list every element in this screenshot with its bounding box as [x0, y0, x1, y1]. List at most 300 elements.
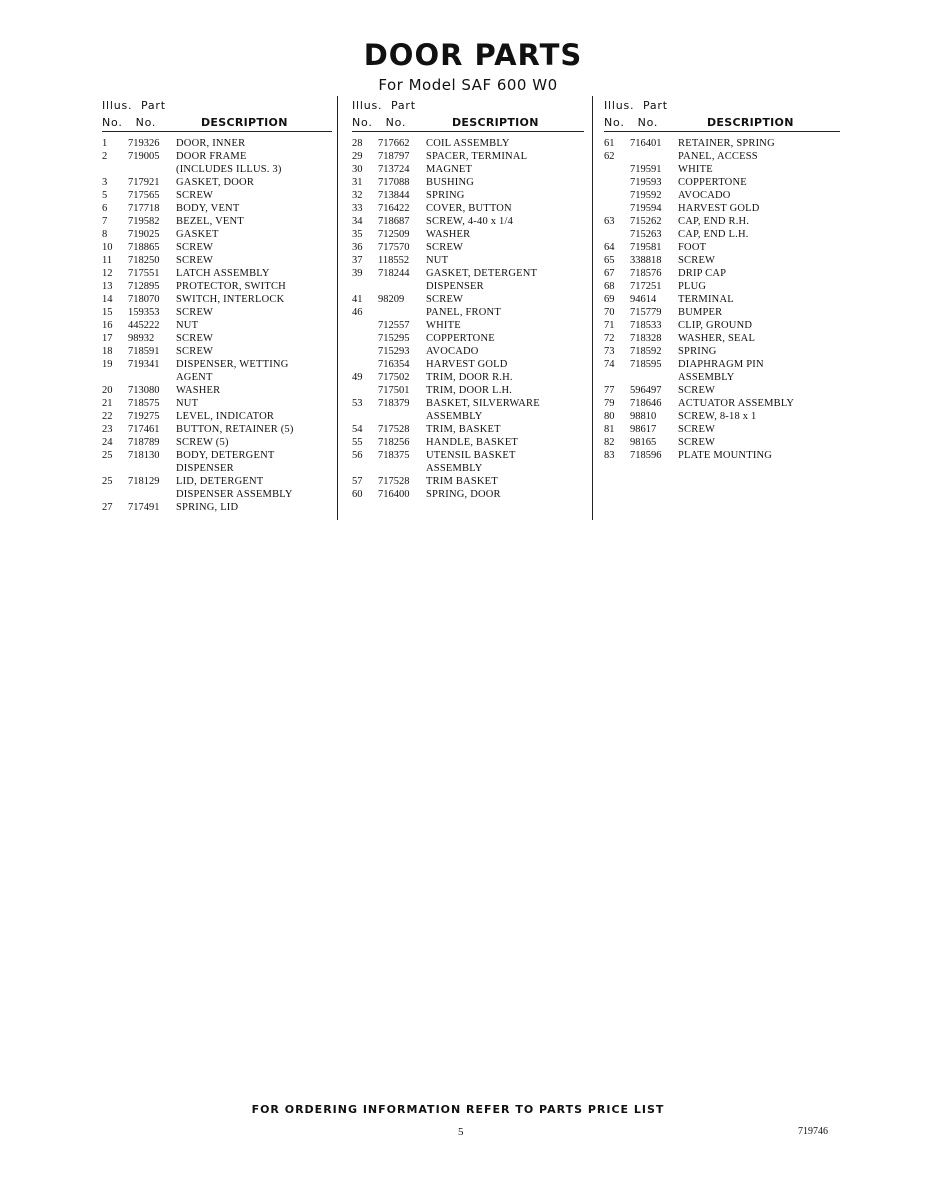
illus-number: 25: [102, 450, 113, 461]
table-row: [102, 488, 332, 501]
table-row: [102, 384, 332, 397]
illus-number: 36: [352, 242, 363, 253]
illus-number: 54: [352, 424, 363, 435]
ordering-info-footer: FOR ORDERING INFORMATION REFER TO PARTS PRICE LIST: [251, 1103, 665, 1116]
part-description: NUT: [426, 255, 449, 266]
part-number: 717570: [378, 242, 410, 253]
part-description: SCREW, 8-18 x 1: [678, 411, 757, 422]
header-rule: [604, 131, 840, 132]
illus-number: 77: [604, 385, 615, 396]
part-number: 719591: [630, 164, 662, 175]
part-description: SCREW: [176, 333, 214, 344]
part-number: 718797: [378, 151, 410, 162]
part-number: 719326: [128, 138, 160, 149]
part-description: CLIP, GROUND: [678, 320, 753, 331]
part-description: SPRING, LID: [176, 502, 239, 513]
table-row: [102, 371, 332, 384]
table-row: [352, 137, 584, 150]
table-row: [604, 449, 840, 462]
illus-number: 70: [604, 307, 615, 318]
table-row: [352, 228, 584, 241]
part-description: TRIM, DOOR L.H.: [426, 385, 513, 396]
table-row: [604, 345, 840, 358]
part-description: BODY, DETERGENT: [176, 450, 275, 461]
part-description: LATCH ASSEMBLY: [176, 268, 270, 279]
part-number: 717088: [378, 177, 410, 188]
part-description: SCREW: [426, 294, 464, 305]
column-divider: [337, 96, 338, 520]
illus-number: 17: [102, 333, 113, 344]
table-row: [604, 241, 840, 254]
part-number: 719025: [128, 229, 160, 240]
part-description: COIL ASSEMBLY: [426, 138, 510, 149]
illus-number: 15: [102, 307, 113, 318]
part-number: 719005: [128, 151, 160, 162]
illus-number: 5: [102, 190, 108, 201]
table-row: [604, 293, 840, 306]
model-subtitle: For Model SAF 600 W0: [378, 76, 558, 94]
illus-number: 13: [102, 281, 113, 292]
parts-column-2: [352, 98, 584, 501]
part-description: ACTUATOR ASSEMBLY: [678, 398, 795, 409]
part-description: SCREW, 4-40 x 1/4: [426, 216, 514, 227]
part-number: 715263: [630, 229, 662, 240]
part-description: WHITE: [426, 320, 461, 331]
table-row: [352, 280, 584, 293]
part-number: 717528: [378, 424, 410, 435]
table-row: [102, 410, 332, 423]
part-number: 715262: [630, 216, 662, 227]
part-description: BUMPER: [678, 307, 723, 318]
part-description: SPRING: [678, 346, 717, 357]
parts-list: [102, 137, 332, 514]
illus-number: 33: [352, 203, 363, 214]
table-row: [102, 501, 332, 514]
part-description: SPRING, DOOR: [426, 489, 501, 500]
illus-number: 73: [604, 346, 615, 357]
document-number: 719746: [798, 1126, 828, 1137]
table-row: [604, 397, 840, 410]
part-number: 717551: [128, 268, 160, 279]
illus-number: 49: [352, 372, 363, 383]
part-number: 712509: [378, 229, 410, 240]
table-row: [102, 176, 332, 189]
illus-number: 22: [102, 411, 113, 422]
table-row: [102, 241, 332, 254]
illus-number: 35: [352, 229, 363, 240]
part-description: COVER, BUTTON: [426, 203, 512, 214]
table-row: [102, 293, 332, 306]
part-description: HANDLE, BASKET: [426, 437, 519, 448]
part-description: BUTTON, RETAINER (5): [176, 424, 294, 435]
part-description: GASKET, DOOR: [176, 177, 255, 188]
part-number: 718250: [128, 255, 160, 266]
table-row: [102, 189, 332, 202]
table-row: [604, 202, 840, 215]
illus-number: 46: [352, 307, 363, 318]
part-number: 596497: [630, 385, 662, 396]
part-number: 717502: [378, 372, 410, 383]
part-number: 715295: [378, 333, 410, 344]
table-row: [604, 280, 840, 293]
illus-number: 11: [102, 255, 113, 266]
table-row: [352, 267, 584, 280]
table-row: [102, 475, 332, 488]
illus-number: 1: [102, 138, 108, 149]
table-row: [102, 215, 332, 228]
description-header: DESCRIPTION: [452, 116, 539, 129]
part-description: TRIM BASKET: [426, 476, 498, 487]
part-number: 718533: [630, 320, 662, 331]
part-number: 718328: [630, 333, 662, 344]
table-row: [352, 462, 584, 475]
table-row: [352, 371, 584, 384]
part-description: AVOCADO: [426, 346, 479, 357]
part-description: DRIP CAP: [678, 268, 727, 279]
part-number: 717565: [128, 190, 160, 201]
illus-number: 64: [604, 242, 615, 253]
illus-number: 10: [102, 242, 113, 253]
illus-number: 32: [352, 190, 363, 201]
part-description: WASHER: [176, 385, 221, 396]
part-description: DISPENSER: [426, 281, 484, 292]
part-description: HARVEST GOLD: [678, 203, 760, 214]
table-row: [352, 475, 584, 488]
table-row: [102, 228, 332, 241]
part-description: PANEL, FRONT: [426, 307, 501, 318]
illus-number: 12: [102, 268, 113, 279]
table-row: [352, 163, 584, 176]
part-description: SCREW: [426, 242, 464, 253]
illus-number: 37: [352, 255, 363, 266]
part-description: RETAINER, SPRING: [678, 138, 775, 149]
illus-number: 62: [604, 151, 615, 162]
part-description: SCREW: [176, 190, 214, 201]
part-number: 98165: [630, 437, 657, 448]
table-row: [102, 254, 332, 267]
part-number: 713724: [378, 164, 410, 175]
part-description: WASHER, SEAL: [678, 333, 756, 344]
part-number: 717491: [128, 502, 160, 513]
table-row: [352, 254, 584, 267]
part-description: TRIM, DOOR R.H.: [426, 372, 513, 383]
illus-number: 69: [604, 294, 615, 305]
table-row: [604, 189, 840, 202]
illus-number: 29: [352, 151, 363, 162]
part-description: TRIM, BASKET: [426, 424, 501, 435]
table-row: [604, 423, 840, 436]
part-description: PANEL, ACCESS: [678, 151, 758, 162]
table-row: [604, 410, 840, 423]
illus-number: 27: [102, 502, 113, 513]
part-description: SCREW: [678, 385, 716, 396]
illus-number: 74: [604, 359, 615, 370]
table-row: [352, 215, 584, 228]
part-number: 338818: [630, 255, 662, 266]
part-description: WHITE: [678, 164, 713, 175]
part-description: SWITCH, INTERLOCK: [176, 294, 285, 305]
part-description: SCREW: [176, 242, 214, 253]
illus-number: 67: [604, 268, 615, 279]
description-header: DESCRIPTION: [201, 116, 288, 129]
illus-number: 55: [352, 437, 363, 448]
table-row: [604, 332, 840, 345]
part-number: 717528: [378, 476, 410, 487]
part-number: 98617: [630, 424, 657, 435]
table-row: [102, 423, 332, 436]
part-number: 718576: [630, 268, 662, 279]
part-number: 718575: [128, 398, 160, 409]
part-number: 717461: [128, 424, 160, 435]
part-number: 718592: [630, 346, 662, 357]
illus-number: 63: [604, 216, 615, 227]
table-row: [352, 189, 584, 202]
page-number: 5: [458, 1126, 464, 1138]
part-description: PLUG: [678, 281, 707, 292]
part-number: 717718: [128, 203, 160, 214]
table-row: [604, 384, 840, 397]
illus-number: 53: [352, 398, 363, 409]
part-description: AGENT: [176, 372, 213, 383]
part-number: 719581: [630, 242, 662, 253]
part-number: 719593: [630, 177, 662, 188]
part-description: AVOCADO: [678, 190, 731, 201]
table-row: [352, 436, 584, 449]
table-row: [102, 202, 332, 215]
part-description: SPACER, TERMINAL: [426, 151, 528, 162]
table-row: [604, 306, 840, 319]
table-row: [352, 150, 584, 163]
part-description: BODY, VENT: [176, 203, 240, 214]
part-number: 98932: [128, 333, 155, 344]
illus-number: 39: [352, 268, 363, 279]
part-description: COPPERTONE: [426, 333, 495, 344]
part-number: 718379: [378, 398, 410, 409]
illus-number: 72: [604, 333, 615, 344]
parts-list: [604, 137, 840, 462]
part-number: 718687: [378, 216, 410, 227]
part-description: BASKET, SILVERWARE: [426, 398, 540, 409]
illus-number: 18: [102, 346, 113, 357]
table-row: [604, 176, 840, 189]
illus-number: 41: [352, 294, 363, 305]
column-header: [352, 98, 584, 132]
table-row: [352, 306, 584, 319]
part-number: 718596: [630, 450, 662, 461]
table-row: [604, 436, 840, 449]
part-description: HARVEST GOLD: [426, 359, 508, 370]
part-description: NUT: [176, 398, 199, 409]
part-description: ASSEMBLY: [678, 372, 735, 383]
part-description: NUT: [176, 320, 199, 331]
part-description: LEVEL, INDICATOR: [176, 411, 275, 422]
table-row: [604, 267, 840, 280]
table-row: [604, 371, 840, 384]
part-number: 718591: [128, 346, 160, 357]
part-description: DISPENSER ASSEMBLY: [176, 489, 293, 500]
illus-number: 19: [102, 359, 113, 370]
part-description: (INCLUDES ILLUS. 3): [176, 164, 282, 175]
part-number: 717251: [630, 281, 662, 292]
table-row: [102, 397, 332, 410]
part-number: 94614: [630, 294, 657, 305]
part-number: 98810: [630, 411, 657, 422]
part-number: 718646: [630, 398, 662, 409]
part-number: 719582: [128, 216, 160, 227]
part-number: 719594: [630, 203, 662, 214]
illus-number: 61: [604, 138, 615, 149]
part-number: 718375: [378, 450, 410, 461]
table-row: [352, 293, 584, 306]
parts-column-3: [604, 98, 840, 462]
no-label: No. No.: [102, 116, 157, 129]
part-number: 159353: [128, 307, 160, 318]
part-number: 718129: [128, 476, 160, 487]
table-row: [102, 319, 332, 332]
illus-part-label: Illus. Part: [352, 99, 416, 112]
table-row: [604, 150, 840, 163]
part-description: DOOR, INNER: [176, 138, 246, 149]
part-number: 118552: [378, 255, 410, 266]
table-row: [352, 332, 584, 345]
part-number: 718789: [128, 437, 160, 448]
column-header: [604, 98, 840, 132]
description-header: DESCRIPTION: [707, 116, 794, 129]
header-rule: [352, 131, 584, 132]
part-number: 717921: [128, 177, 160, 188]
table-row: [102, 436, 332, 449]
part-description: TERMINAL: [678, 294, 734, 305]
illus-number: 34: [352, 216, 363, 227]
table-row: [352, 449, 584, 462]
part-number: 716422: [378, 203, 410, 214]
part-description: CAP, END R.H.: [678, 216, 750, 227]
part-description: ASSEMBLY: [426, 411, 483, 422]
table-row: [352, 241, 584, 254]
illus-number: 25: [102, 476, 113, 487]
illus-number: 60: [352, 489, 363, 500]
table-row: [102, 163, 332, 176]
illus-number: 21: [102, 398, 113, 409]
illus-part-label: Illus. Part: [102, 99, 166, 112]
illus-number: 2: [102, 151, 108, 162]
part-number: 716400: [378, 489, 410, 500]
parts-list: [352, 137, 584, 501]
illus-number: 82: [604, 437, 615, 448]
table-row: [352, 384, 584, 397]
part-description: COPPERTONE: [678, 177, 747, 188]
part-number: 445222: [128, 320, 160, 331]
part-description: SCREW: [678, 255, 716, 266]
illus-number: 7: [102, 216, 108, 227]
part-number: 718256: [378, 437, 410, 448]
part-number: 98209: [378, 294, 405, 305]
table-row: [352, 319, 584, 332]
table-row: [102, 150, 332, 163]
part-description: BEZEL, VENT: [176, 216, 244, 227]
table-row: [604, 228, 840, 241]
part-description: CAP, END L.H.: [678, 229, 749, 240]
table-row: [352, 345, 584, 358]
table-row: [352, 397, 584, 410]
part-description: UTENSIL BASKET: [426, 450, 516, 461]
illus-number: 14: [102, 294, 113, 305]
part-number: 712895: [128, 281, 160, 292]
part-number: 719341: [128, 359, 160, 370]
parts-column-1: [102, 98, 332, 514]
part-description: DOOR FRAME: [176, 151, 247, 162]
part-description: SCREW: [176, 307, 214, 318]
part-description: BUSHING: [426, 177, 475, 188]
part-description: SCREW: [678, 424, 716, 435]
part-number: 713080: [128, 385, 160, 396]
table-row: [604, 319, 840, 332]
part-number: 718070: [128, 294, 160, 305]
part-number: 719592: [630, 190, 662, 201]
illus-number: 79: [604, 398, 615, 409]
page-title: DOOR PARTS: [363, 38, 583, 72]
table-row: [102, 280, 332, 293]
part-number: 718130: [128, 450, 160, 461]
part-number: 717501: [378, 385, 410, 396]
column-header: [102, 98, 332, 132]
illus-number: 28: [352, 138, 363, 149]
part-description: DISPENSER: [176, 463, 234, 474]
table-row: [102, 332, 332, 345]
part-description: SCREW: [176, 255, 214, 266]
illus-number: 71: [604, 320, 615, 331]
table-row: [352, 358, 584, 371]
column-divider: [592, 96, 593, 520]
table-row: [604, 137, 840, 150]
illus-number: 56: [352, 450, 363, 461]
table-row: [102, 306, 332, 319]
part-number: 715779: [630, 307, 662, 318]
table-row: [102, 449, 332, 462]
part-description: SCREW: [678, 437, 716, 448]
table-row: [604, 163, 840, 176]
part-description: DIAPHRAGM PIN: [678, 359, 764, 370]
part-description: SCREW: [176, 346, 214, 357]
table-row: [102, 137, 332, 150]
illus-number: 30: [352, 164, 363, 175]
illus-number: 8: [102, 229, 108, 240]
illus-number: 68: [604, 281, 615, 292]
part-description: PROTECTOR, SWITCH: [176, 281, 286, 292]
table-row: [352, 410, 584, 423]
part-description: FOOT: [678, 242, 707, 253]
illus-number: 57: [352, 476, 363, 487]
part-number: 717662: [378, 138, 410, 149]
table-row: [102, 358, 332, 371]
table-row: [604, 215, 840, 228]
part-description: SPRING: [426, 190, 465, 201]
illus-number: 6: [102, 203, 108, 214]
part-description: DISPENSER, WETTING: [176, 359, 289, 370]
part-number: 718244: [378, 268, 410, 279]
table-row: [352, 423, 584, 436]
part-number: 718595: [630, 359, 662, 370]
part-number: 718865: [128, 242, 160, 253]
table-row: [102, 267, 332, 280]
part-description: SCREW (5): [176, 437, 229, 448]
illus-number: 65: [604, 255, 615, 266]
table-row: [102, 462, 332, 475]
part-description: LID, DETERGENT: [176, 476, 264, 487]
part-description: ASSEMBLY: [426, 463, 483, 474]
illus-number: 31: [352, 177, 363, 188]
table-row: [604, 358, 840, 371]
